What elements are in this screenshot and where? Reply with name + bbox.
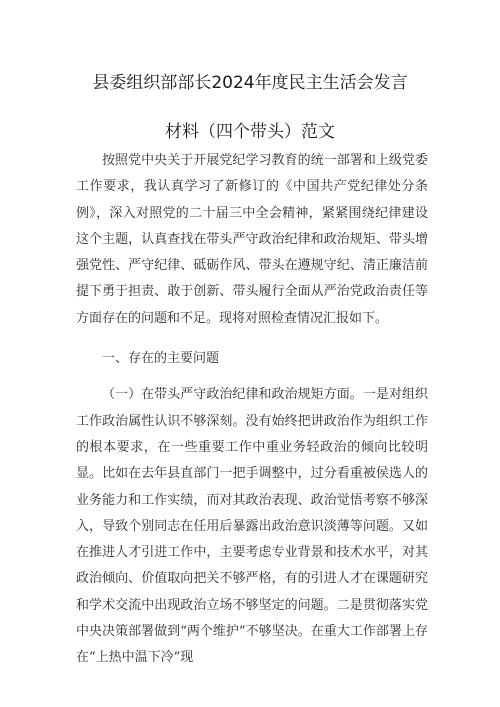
document-title-line-2: 材料（四个带头）范文	[165, 122, 335, 142]
section-heading: 一、存在的主要问题	[102, 351, 220, 367]
intro-paragraph: 按照党中央关于开展党纪学习教育的统一部署和上级党委工作要求，我认真学习了新修订的《中国共产党纪律处分条例》，深入对照党的二十届三中全会精神，紧紧围绕纪律建设这个主题，认真查找在带头严守政治纪律和政治规矩、带头增强党性、严守纪律、砥砺作风、带头在遵规守纪、清正廉洁前提下勇于担责、敢于创新、带头履行全面从严治党政治责任等方面存在的问题和不足。现将对照检查情况汇报如下。	[76, 153, 428, 326]
document-body	[76, 148, 428, 672]
body-paragraph: （一）在带头严守政治纪律和政治规矩方面。一是对组织工作政治属性认识不够深刻。没有始终把讲政治作为组织工作的根本要求，在一些重要工作中重业务轻政治的倾向比较明显。比如在去年县直部门一把手调整中，过分看重被侯选人的业务能力和工作实绩，而对其政治表现、政治觉悟考察不够深入，导致个别同志在任用后暴露出政治意识淡薄等问题。又如在推进人才引进工作中，主要考虑专业背景和技术水平，对其政治倾向、价值取向把关不够严格，有的引进人才在课题研究和学术交流中出现政治立场不够坚定的问题。二是贯彻落实党中央决策部署做到“两个维护”不够坚决。在重大工作部署上存在“上热中温下冷”现	[76, 387, 428, 666]
document-title-line-1: 县委组织部部长2024年度民主生活会发言	[92, 73, 408, 93]
